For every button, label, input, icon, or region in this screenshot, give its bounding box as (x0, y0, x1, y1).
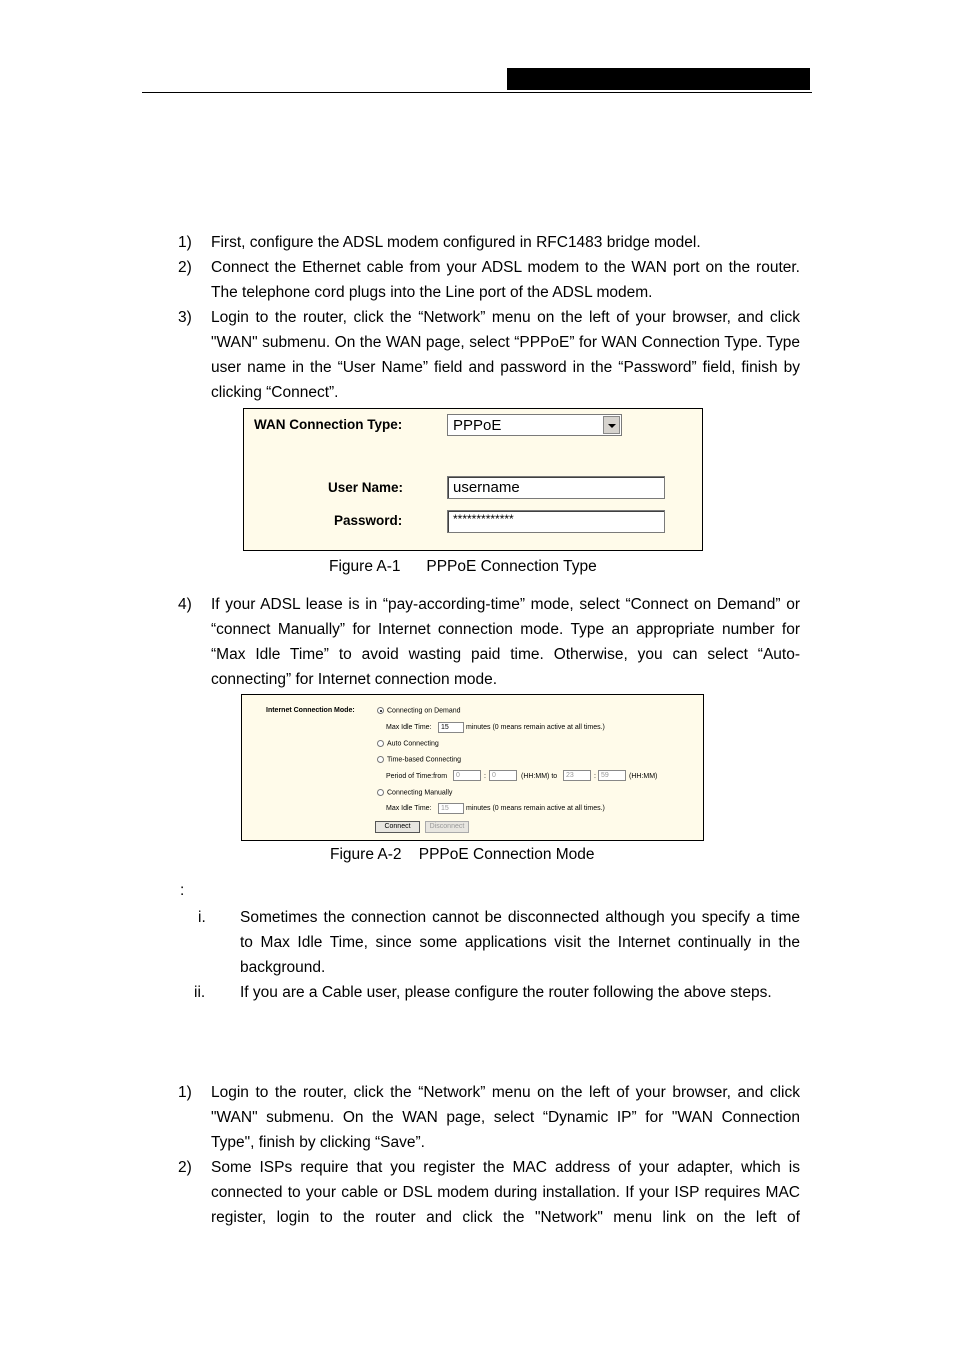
note-colon: : (180, 882, 185, 899)
wan-type-label: WAN Connection Type: (254, 417, 403, 432)
to-minute-input[interactable]: 59 (598, 770, 626, 781)
note-i: i. Sometimes the connection cannot be disconnected although you specify a time to Max Idle Time, since some applications visit the Internet continually in the background. (198, 909, 800, 976)
max-idle-label-2: Max Idle Time: (386, 805, 432, 812)
radio-selected-icon (377, 707, 384, 714)
header-rule (142, 92, 812, 93)
header-bar (507, 68, 810, 90)
from-hour-input[interactable]: 0 (453, 770, 481, 781)
max-idle-note-2: minutes (0 means remain active at all times.) (466, 805, 605, 812)
radio-icon (377, 756, 384, 763)
step-3: 3) Login to the router, click the “Network” menu on the left of your browser, and click "WAN" submenu. On the WAN page, select “PPPoE” for WAN Connection Type. Type user name in the “User Name” field and password in the “Password” field, finish by clicking “Connect”. (178, 309, 800, 401)
radio-auto-connecting[interactable]: Auto Connecting (377, 740, 439, 747)
figure-a1-caption: Figure A-1 PPPoE Connection Type (329, 558, 597, 575)
step-4: 4) If your ADSL lease is in “pay-according-time” mode, select “Connect on Demand” or “connect Manually” for Internet connection mode. Type an appropriate number for “Max Idle Time” to avoid wasting paid time. Otherwise, you can select “Auto-connecting” for Internet connection mode. (178, 596, 800, 688)
radio-time-based[interactable]: Time-based Connecting (377, 756, 461, 763)
connection-mode-label: Internet Connection Mode: (266, 707, 355, 714)
radio-connect-manually[interactable]: Connecting Manually (377, 789, 452, 796)
disconnect-button[interactable]: Disconnect (425, 821, 469, 833)
connect-button[interactable]: Connect (375, 821, 420, 833)
radio-icon (377, 789, 384, 796)
period-label: Period of Time:from (386, 773, 448, 780)
max-idle-label: Max Idle Time: (386, 724, 432, 731)
time-colon: : (594, 773, 596, 780)
chevron-down-icon (603, 416, 620, 434)
step-1: 1) First, configure the ADSL modem configured in RFC1483 bridge model. (178, 234, 701, 251)
time-colon: : (484, 773, 486, 780)
password-input[interactable]: ************* (447, 510, 665, 533)
figure-a2-caption: Figure A-2 PPPoE Connection Mode (330, 846, 595, 863)
from-minute-input[interactable]: 0 (489, 770, 517, 781)
max-idle-note: minutes (0 means remain active at all times.) (466, 724, 605, 731)
username-input[interactable]: username (447, 476, 665, 499)
max-idle-input-2[interactable]: 15 (438, 803, 464, 814)
radio-connect-on-demand[interactable]: Connecting on Demand (377, 707, 461, 714)
hhmm-label: (HH:MM) (629, 773, 658, 780)
dynamic-step-1: 1) Login to the router, click the “Network” menu on the left of your browser, and click "WAN" submenu. On the WAN page, select “Dynamic IP” for "WAN Connection Type", finish by clicking “Save”. (178, 1084, 800, 1151)
figure-pppoe-connection-type (243, 408, 703, 551)
to-hour-input[interactable]: 23 (563, 770, 591, 781)
wan-type-select[interactable]: PPPoE (447, 414, 622, 436)
step-2: 2) Connect the Ethernet cable from your ADSL modem to the WAN port on the router. The telephone cord plugs into the Line port of the ADSL modem. (178, 259, 800, 301)
username-label: User Name: (328, 480, 404, 495)
dynamic-step-2: 2) Some ISPs require that you register the MAC address of your adapter, which is connected to your cable or DSL modem during installation. If your ISP requires MAC register, login to the router and click the "Network" menu link on the left of (178, 1159, 800, 1226)
radio-icon (377, 740, 384, 747)
password-label: Password: (334, 513, 403, 528)
to-label: (HH:MM) to (521, 773, 558, 780)
note-ii: ii. If you are a Cable user, please configure the router following the above steps. (194, 984, 772, 1001)
max-idle-input[interactable]: 15 (438, 722, 464, 733)
figure-pppoe-connection-mode (241, 694, 704, 841)
